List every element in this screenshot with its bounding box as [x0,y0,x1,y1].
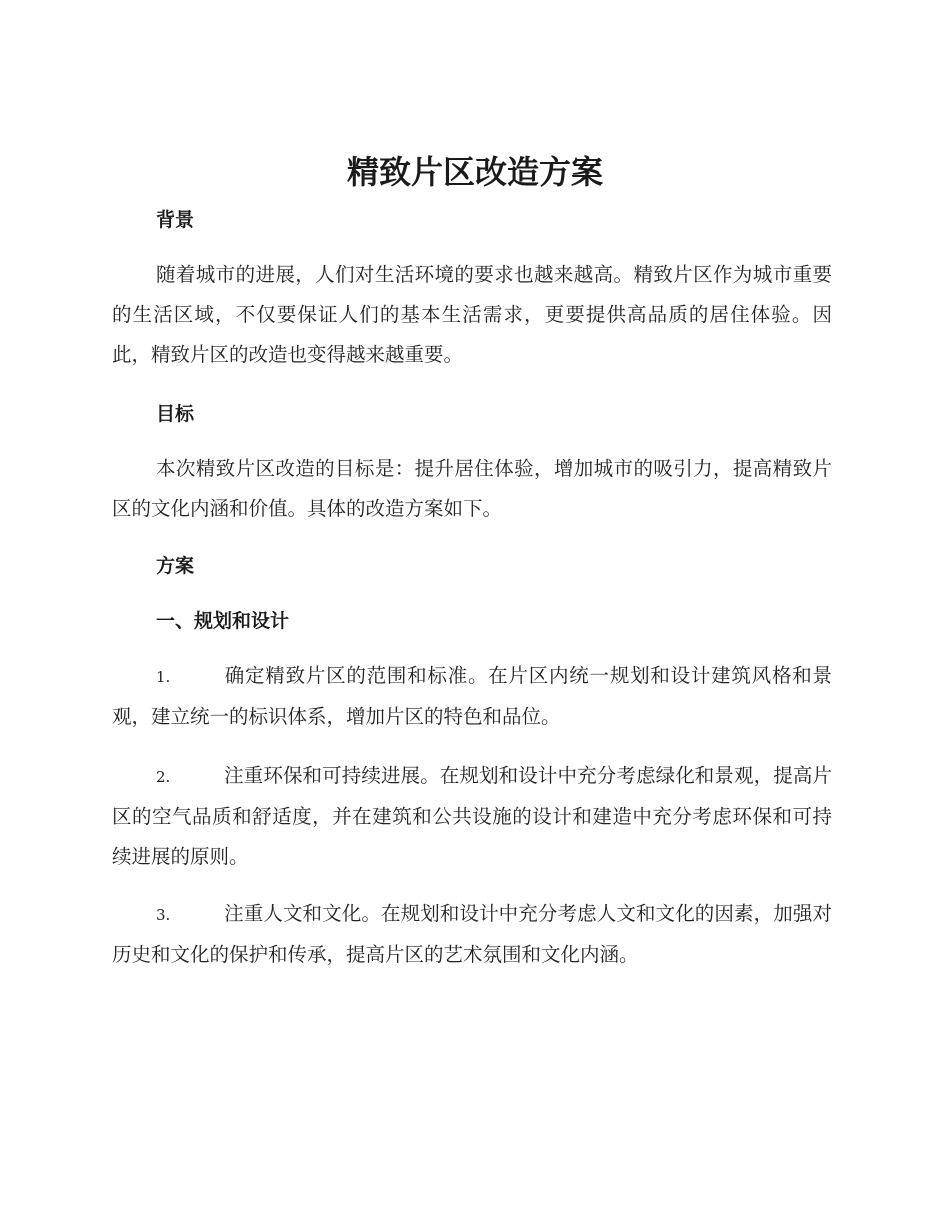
background-paragraph: 随着城市的进展，人们对生活环境的要求也越来越高。精致片区作为城市重要的生活区域，不仅要保证人们的基本生活需求，更要提供高品质的居住体验。因此，精致片区的改造也变得越来越重要。 [112,263,832,366]
list-item-number: 1. [156,668,171,686]
list-item-text: 确定精致片区的范围和标准。在片区内统一规划和设计建筑风格和景观，建立统一的标识体系，增加片区的特色和品位。 [112,664,832,728]
list-item [112,894,832,975]
list-item-number: 3. [156,906,171,924]
document-title: 精致片区改造方案 [346,153,603,191]
list-item-number: 2. [156,768,171,786]
section-heading-plan: 方案 [156,555,195,577]
section-heading-background: 背景 [156,209,195,231]
goal-paragraph: 本次精致片区改造的目标是：提升居住体验，增加城市的吸引力，提高精致片区的文化内涵和价值。具体的改造方案如下。 [112,457,832,520]
list-item-text: 注重人文和文化。在规划和设计中充分考虑人文和文化的因素，加强对历史和文化的保护和传承，提高片区的艺术氛围和文化内涵。 [112,902,832,966]
subsection-heading-planning-design: 一、规划和设计 [156,610,290,632]
list-item [112,656,832,737]
list-item-text: 注重环保和可持续进展。在规划和设计中充分考虑绿化和景观，提高片区的空气品质和舒适度，并在建筑和公共设施的设计和建造中充分考虑环保和可持续进展的原则。 [112,764,832,868]
section-heading-goal: 目标 [156,403,195,425]
list-item [112,756,832,877]
